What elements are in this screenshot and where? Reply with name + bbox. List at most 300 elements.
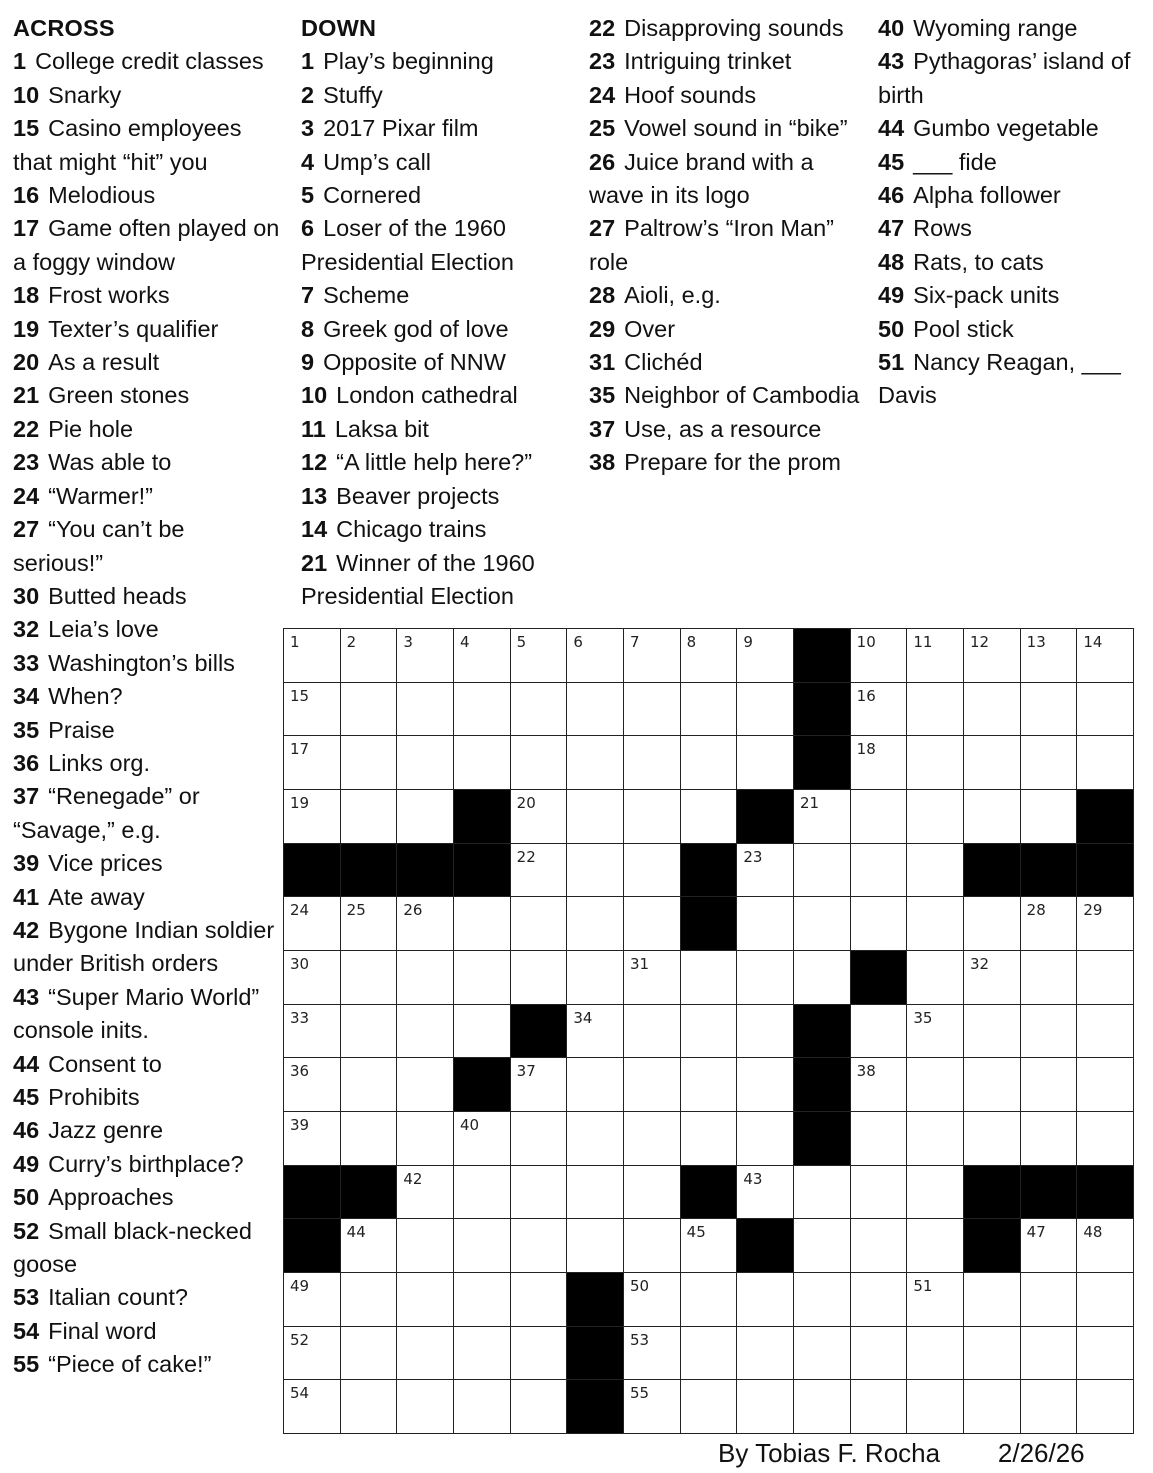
clue-item <box>301 513 577 546</box>
cell-number: 5 <box>516 633 527 651</box>
clue-number: 19 <box>13 315 40 342</box>
black-square <box>964 1166 1021 1220</box>
grid-cell[interactable] <box>907 1327 964 1381</box>
clue-number: 46 <box>878 182 905 209</box>
grid-cell[interactable] <box>341 629 398 683</box>
clue-number: 27 <box>589 215 616 242</box>
grid-cell[interactable] <box>284 629 341 683</box>
grid-cell[interactable] <box>624 1058 681 1112</box>
grid-cell[interactable] <box>397 1112 454 1166</box>
clue-item <box>589 346 865 379</box>
clue-item <box>301 446 577 479</box>
grid-cell[interactable] <box>1077 683 1134 737</box>
grid-cell[interactable] <box>624 790 681 844</box>
grid-cell[interactable] <box>1077 629 1134 683</box>
grid-cell[interactable] <box>851 736 908 790</box>
cell-number: 38 <box>856 1062 876 1081</box>
grid-cell[interactable] <box>964 790 1021 844</box>
grid-cell[interactable] <box>681 1219 738 1273</box>
grid-cell[interactable] <box>851 629 908 683</box>
cell-number: 26 <box>403 901 423 920</box>
grid-cell[interactable] <box>1077 1219 1134 1273</box>
grid-cell[interactable] <box>737 683 794 737</box>
cell-number: 52 <box>290 1330 310 1349</box>
grid-cell[interactable] <box>964 1112 1021 1166</box>
clue-text: “Warmer!” <box>48 482 153 509</box>
grid-cell[interactable] <box>681 629 738 683</box>
grid-cell[interactable] <box>567 790 624 844</box>
grid-cell[interactable] <box>624 951 681 1005</box>
clue-item <box>13 1148 281 1181</box>
grid-cell[interactable] <box>511 1273 568 1327</box>
clue-number: 42 <box>13 916 40 943</box>
clue-text: Curry’s birthplace? <box>48 1150 244 1177</box>
grid-cell[interactable] <box>284 736 341 790</box>
grid-cell[interactable] <box>737 1166 794 1220</box>
clue-text: Prohibits <box>48 1084 140 1110</box>
black-square <box>794 1112 851 1166</box>
grid-cell[interactable] <box>794 1380 851 1434</box>
grid-cell[interactable] <box>737 897 794 951</box>
grid-cell[interactable] <box>511 897 568 951</box>
grid-cell[interactable] <box>1021 736 1078 790</box>
grid-cell[interactable] <box>567 897 624 951</box>
grid-cell[interactable] <box>851 897 908 951</box>
clue-item <box>13 480 281 513</box>
grid-cell[interactable] <box>907 1112 964 1166</box>
grid-cell[interactable] <box>964 629 1021 683</box>
black-square <box>737 1219 794 1273</box>
grid-cell[interactable] <box>511 1380 568 1434</box>
grid-cell[interactable] <box>284 897 341 951</box>
cell-number: 8 <box>686 633 697 651</box>
cell-number: 19 <box>290 794 310 812</box>
cell-number: 17 <box>290 740 310 759</box>
grid-cell[interactable] <box>624 1005 681 1059</box>
clue-number: 38 <box>589 449 616 476</box>
grid-cell[interactable] <box>681 1005 738 1059</box>
grid-cell[interactable] <box>341 1005 398 1059</box>
grid-cell[interactable] <box>454 951 511 1005</box>
grid-cell[interactable] <box>907 1273 964 1327</box>
grid-cell[interactable] <box>794 951 851 1005</box>
grid-cell[interactable] <box>341 790 398 844</box>
grid-cell[interactable] <box>624 844 681 898</box>
grid-cell[interactable] <box>681 1112 738 1166</box>
grid-cell[interactable] <box>1021 1005 1078 1059</box>
clue-number: 1 <box>13 48 27 75</box>
grid-cell[interactable] <box>851 1327 908 1381</box>
clue-text: Small black-necked goose <box>13 1217 252 1278</box>
clue-text: Ate away <box>48 883 145 910</box>
grid-cell[interactable] <box>907 629 964 683</box>
grid-cell[interactable] <box>624 736 681 790</box>
grid-cell[interactable] <box>1077 736 1134 790</box>
clue-item <box>878 246 1143 279</box>
author-credit: By Tobias F. Rocha <box>718 1438 941 1468</box>
grid-cell[interactable] <box>454 1273 511 1327</box>
clue-item <box>878 45 1143 112</box>
grid-cell[interactable] <box>284 1273 341 1327</box>
clue-number: 25 <box>589 115 616 142</box>
clue-item <box>13 1048 281 1081</box>
clue-item <box>301 313 577 346</box>
clue-item <box>13 346 281 379</box>
grid-cell[interactable] <box>1021 629 1078 683</box>
grid-cell[interactable] <box>964 736 1021 790</box>
clue-text: Over <box>624 315 676 342</box>
grid-cell[interactable] <box>794 844 851 898</box>
clue-text: Aioli, e.g. <box>624 282 721 309</box>
clue-text: Beaver projects <box>336 482 500 509</box>
grid-cell[interactable] <box>1021 1327 1078 1381</box>
grid-cell[interactable] <box>397 951 454 1005</box>
grid-cell[interactable] <box>454 736 511 790</box>
grid-cell[interactable] <box>964 1327 1021 1381</box>
grid-cell[interactable] <box>1021 1112 1078 1166</box>
clue-item <box>13 1114 281 1147</box>
grid-cell[interactable] <box>681 1273 738 1327</box>
grid-cell[interactable] <box>1077 1112 1134 1166</box>
grid-cell[interactable] <box>794 790 851 844</box>
grid-cell[interactable] <box>567 1112 624 1166</box>
grid-cell[interactable] <box>907 1219 964 1273</box>
clue-text: Scheme <box>323 282 410 309</box>
grid-cell[interactable] <box>397 1327 454 1381</box>
grid-cell[interactable] <box>454 1112 511 1166</box>
grid-cell[interactable] <box>397 629 454 683</box>
clue-item <box>301 179 577 212</box>
cell-number: 20 <box>516 794 536 812</box>
black-square <box>341 1166 398 1220</box>
grid-cell[interactable] <box>737 629 794 683</box>
grid-cell[interactable] <box>397 1380 454 1434</box>
grid-cell[interactable] <box>454 629 511 683</box>
cell-number: 1 <box>290 633 300 651</box>
grid-cell[interactable] <box>284 1005 341 1059</box>
grid-cell[interactable] <box>284 1380 341 1434</box>
grid-cell[interactable] <box>397 1058 454 1112</box>
grid-cell[interactable] <box>341 1327 398 1381</box>
grid-cell[interactable] <box>341 683 398 737</box>
black-square <box>1077 790 1134 844</box>
grid-cell[interactable] <box>681 1327 738 1381</box>
grid-cell[interactable] <box>851 1166 908 1220</box>
grid-cell[interactable] <box>511 1112 568 1166</box>
grid-cell[interactable] <box>737 951 794 1005</box>
grid-cell[interactable] <box>681 683 738 737</box>
grid-cell[interactable] <box>284 1112 341 1166</box>
black-square <box>454 844 511 898</box>
cell-number: 47 <box>1026 1223 1046 1242</box>
grid-cell[interactable] <box>397 1005 454 1059</box>
grid-cell[interactable] <box>454 897 511 951</box>
grid-cell[interactable] <box>624 1219 681 1273</box>
grid-cell[interactable] <box>851 1380 908 1434</box>
clue-item <box>589 79 865 112</box>
grid-cell[interactable] <box>681 1058 738 1112</box>
grid-cell[interactable] <box>851 790 908 844</box>
grid-cell[interactable] <box>624 1327 681 1381</box>
cell-number: 2 <box>346 633 357 651</box>
grid-cell[interactable] <box>964 951 1021 1005</box>
cell-number: 3 <box>403 633 413 651</box>
grid-cell[interactable] <box>511 1327 568 1381</box>
grid-cell[interactable] <box>397 1219 454 1273</box>
grid-cell[interactable] <box>851 1058 908 1112</box>
grid-cell[interactable] <box>794 1166 851 1220</box>
clue-item <box>13 981 281 1048</box>
grid-cell[interactable] <box>284 790 341 844</box>
grid-cell[interactable] <box>341 1058 398 1112</box>
clue-number: 6 <box>301 215 315 242</box>
grid-cell[interactable] <box>1021 1219 1078 1273</box>
grid-cell[interactable] <box>964 1005 1021 1059</box>
clue-text: Bygone Indian soldier under British orders <box>13 916 275 977</box>
grid-cell[interactable] <box>511 951 568 1005</box>
grid-cell[interactable] <box>737 1273 794 1327</box>
grid-cell[interactable] <box>511 1058 568 1112</box>
clue-text: Final word <box>48 1317 157 1344</box>
grid-cell[interactable] <box>964 1058 1021 1112</box>
grid-cell[interactable] <box>284 951 341 1005</box>
grid-cell[interactable] <box>397 683 454 737</box>
grid-cell[interactable] <box>907 1166 964 1220</box>
grid-cell[interactable] <box>1077 1005 1134 1059</box>
grid-cell[interactable] <box>737 1327 794 1381</box>
grid-cell[interactable] <box>624 629 681 683</box>
clue-number: 44 <box>878 115 905 142</box>
cell-number: 44 <box>346 1223 366 1242</box>
grid-cell[interactable] <box>341 951 398 1005</box>
down-clues-column-2 <box>589 12 865 480</box>
clue-item <box>13 580 281 613</box>
black-square <box>1021 1166 1078 1220</box>
clue-number: 8 <box>301 315 315 342</box>
clue-number: 7 <box>301 282 315 309</box>
clue-number: 50 <box>13 1184 40 1211</box>
clue-number: 31 <box>589 349 616 376</box>
clue-text: “Super Mario World” console inits. <box>13 983 260 1044</box>
grid-cell[interactable] <box>511 683 568 737</box>
grid-cell[interactable] <box>567 1219 624 1273</box>
across-clue-list <box>13 45 281 1381</box>
clue-number: 43 <box>878 48 905 75</box>
grid-cell[interactable] <box>454 1380 511 1434</box>
grid-cell[interactable] <box>1021 1058 1078 1112</box>
clue-text: Neighbor of Cambodia <box>624 382 860 409</box>
grid-cell[interactable] <box>1077 1058 1134 1112</box>
clue-number: 21 <box>301 549 328 576</box>
clue-text: Wyoming range <box>913 15 1078 41</box>
grid-cell[interactable] <box>907 951 964 1005</box>
grid-cell[interactable] <box>1021 683 1078 737</box>
grid-cell[interactable] <box>681 736 738 790</box>
grid-cell[interactable] <box>341 897 398 951</box>
black-square <box>454 1058 511 1112</box>
grid-cell[interactable] <box>624 897 681 951</box>
clue-item <box>301 413 577 446</box>
grid-cell[interactable] <box>737 844 794 898</box>
clue-item <box>13 1348 281 1381</box>
grid-cell[interactable] <box>851 683 908 737</box>
grid-cell[interactable] <box>567 736 624 790</box>
grid-cell[interactable] <box>851 844 908 898</box>
grid-cell[interactable] <box>454 1219 511 1273</box>
clue-item <box>13 613 281 646</box>
grid-cell[interactable] <box>964 1273 1021 1327</box>
grid-cell[interactable] <box>454 1166 511 1220</box>
grid-cell[interactable] <box>964 683 1021 737</box>
grid-cell[interactable] <box>284 1327 341 1381</box>
grid-cell[interactable] <box>624 1273 681 1327</box>
clue-number: 37 <box>13 783 40 810</box>
grid-cell[interactable] <box>284 1058 341 1112</box>
grid-cell[interactable] <box>851 1005 908 1059</box>
clue-number: 45 <box>878 148 905 175</box>
grid-cell[interactable] <box>567 629 624 683</box>
clue-number: 54 <box>13 1317 40 1344</box>
grid-cell[interactable] <box>907 1005 964 1059</box>
grid-cell[interactable] <box>624 683 681 737</box>
grid-cell[interactable] <box>397 1273 454 1327</box>
clue-item <box>13 1181 281 1214</box>
grid-cell[interactable] <box>794 1273 851 1327</box>
clue-text: Loser of the 1960 Presidential Election <box>301 215 514 275</box>
grid-cell[interactable] <box>454 1327 511 1381</box>
grid-cell[interactable] <box>511 1166 568 1220</box>
grid-cell[interactable] <box>1077 1327 1134 1381</box>
clue-item <box>13 780 281 847</box>
grid-cell[interactable] <box>737 736 794 790</box>
grid-cell[interactable] <box>567 683 624 737</box>
grid-cell[interactable] <box>907 897 964 951</box>
clue-number: 20 <box>13 349 40 376</box>
clue-item <box>878 179 1143 212</box>
grid-cell[interactable] <box>1021 897 1078 951</box>
clue-item <box>301 212 577 279</box>
grid-cell[interactable] <box>964 1380 1021 1434</box>
grid-cell[interactable] <box>794 1219 851 1273</box>
grid-cell[interactable] <box>737 1058 794 1112</box>
grid-cell[interactable] <box>397 790 454 844</box>
clue-text: Butted heads <box>48 582 187 609</box>
clue-number: 43 <box>13 983 40 1010</box>
cell-number: 31 <box>630 955 650 973</box>
grid-cell[interactable] <box>511 629 568 683</box>
grid-cell[interactable] <box>907 683 964 737</box>
grid-cell[interactable] <box>341 1380 398 1434</box>
grid-cell[interactable] <box>567 1166 624 1220</box>
grid-cell[interactable] <box>511 844 568 898</box>
black-square <box>681 1166 738 1220</box>
grid-cell[interactable] <box>1077 1380 1134 1434</box>
cell-number: 12 <box>970 633 990 651</box>
grid-cell[interactable] <box>737 1005 794 1059</box>
grid-cell[interactable] <box>907 790 964 844</box>
clue-text: “Piece of cake!” <box>48 1351 212 1378</box>
grid-cell[interactable] <box>624 1380 681 1434</box>
cell-number: 32 <box>970 955 990 973</box>
grid-cell[interactable] <box>851 1219 908 1273</box>
grid-cell[interactable] <box>907 1058 964 1112</box>
grid-cell[interactable] <box>681 951 738 1005</box>
grid-cell[interactable] <box>1077 1273 1134 1327</box>
grid-cell[interactable] <box>907 1380 964 1434</box>
grid-cell[interactable] <box>1077 897 1134 951</box>
grid-cell[interactable] <box>1021 1273 1078 1327</box>
grid-cell[interactable] <box>511 1219 568 1273</box>
clue-item <box>13 413 281 446</box>
black-square <box>284 1219 341 1273</box>
grid-cell[interactable] <box>681 1380 738 1434</box>
grid-cell[interactable] <box>1077 951 1134 1005</box>
grid-cell[interactable] <box>454 1005 511 1059</box>
grid-cell[interactable] <box>341 1112 398 1166</box>
clue-number: 41 <box>13 883 40 910</box>
grid-cell[interactable] <box>907 844 964 898</box>
grid-cell[interactable] <box>567 1005 624 1059</box>
grid-cell[interactable] <box>907 736 964 790</box>
clue-number: 35 <box>13 716 40 743</box>
grid-cell[interactable] <box>567 951 624 1005</box>
black-square <box>794 1005 851 1059</box>
clue-number: 50 <box>878 315 905 342</box>
grid-cell[interactable] <box>454 683 511 737</box>
grid-cell[interactable] <box>567 844 624 898</box>
clue-number: 22 <box>589 15 616 41</box>
grid-cell[interactable] <box>794 1327 851 1381</box>
grid-cell[interactable] <box>681 790 738 844</box>
grid-cell[interactable] <box>964 897 1021 951</box>
grid-cell[interactable] <box>397 1166 454 1220</box>
grid-cell[interactable] <box>284 683 341 737</box>
grid-cell[interactable] <box>397 736 454 790</box>
grid-cell[interactable] <box>341 1219 398 1273</box>
clue-text: Intriguing trinket <box>624 48 792 75</box>
cell-number: 37 <box>516 1062 536 1081</box>
clue-text: Alpha follower <box>913 182 1061 209</box>
grid-cell[interactable] <box>624 1166 681 1220</box>
down-clue-list-3 <box>878 12 1143 413</box>
clue-item <box>589 212 865 279</box>
grid-cell[interactable] <box>737 1112 794 1166</box>
grid-cell[interactable] <box>794 897 851 951</box>
grid-cell[interactable] <box>1021 1380 1078 1434</box>
grid-cell[interactable] <box>851 1112 908 1166</box>
cell-number: 54 <box>290 1384 310 1403</box>
grid-cell[interactable] <box>341 736 398 790</box>
grid-cell[interactable] <box>1021 951 1078 1005</box>
grid-cell[interactable] <box>511 790 568 844</box>
grid-cell[interactable] <box>511 736 568 790</box>
clue-item <box>878 112 1143 145</box>
cell-number: 39 <box>290 1116 310 1134</box>
grid-cell[interactable] <box>737 1380 794 1434</box>
clue-item <box>13 881 281 914</box>
black-square <box>284 844 341 898</box>
puzzle-date: 2/26/26 <box>997 1438 1085 1468</box>
clue-text: Juice brand with a wave in its logo <box>589 148 814 209</box>
grid-cell[interactable] <box>397 897 454 951</box>
grid-cell[interactable] <box>1021 790 1078 844</box>
grid-cell[interactable] <box>341 1273 398 1327</box>
grid-cell[interactable] <box>624 1112 681 1166</box>
grid-cell[interactable] <box>851 1273 908 1327</box>
grid-cell[interactable] <box>567 1058 624 1112</box>
clue-number: 12 <box>301 449 328 476</box>
clue-item <box>13 1315 281 1348</box>
